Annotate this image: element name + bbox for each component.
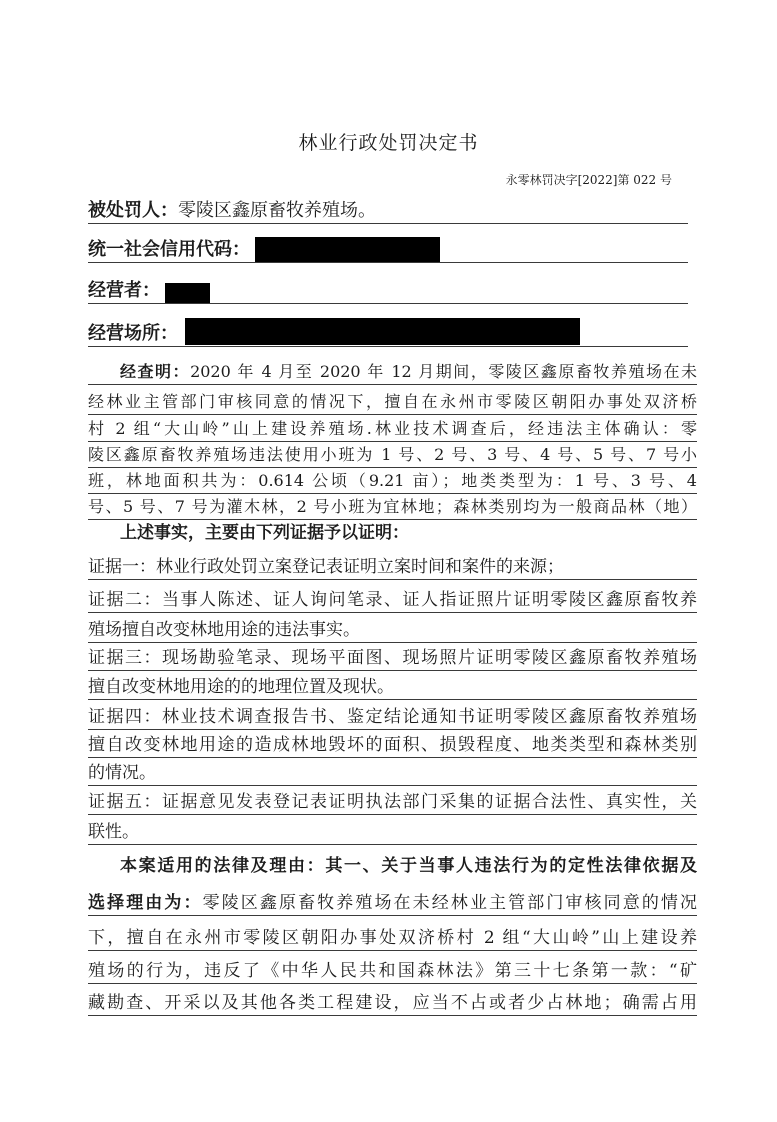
penalized-party-value: 零陵区鑫原畜牧养殖场。 [178,200,376,221]
findings-text: 2020 年 4 月至 2020 年 12 月期间，零陵区鑫原畜牧养殖场在未 [190,362,697,381]
penalized-party-label: 被处罚人： [88,200,178,221]
findings-line: 号、5 号、7 号为灌木林，2 号小班为宜林地；森林类别均为一般商品林（地） [88,494,697,520]
findings-line: 班，林地面积共为：0.614 公顷（9.21 亩）；地类类型为：1 号、3 号、4 [88,468,697,494]
legal-basis-heading: 本案适用的法律及理由：其一、关于当事人违法行为的定性法律依据及 [120,856,697,876]
evidence-line: 证据五：证据意见发表登记表证明执法部门采集的证据合法性、真实性，关 [88,789,697,815]
findings-label: 经查明： [120,362,191,381]
legal-basis-line: 藏勘查、开采以及其他各类工程建设，应当不占或者少占林地；确需占用 [88,990,697,1016]
legal-basis-line: 下，擅自在永州市零陵区朝阳办事处双济桥村 2 组“大山岭”山上建设养 [88,925,697,951]
document-title: 林业行政处罚决定书 [298,132,479,154]
findings-line: 陵区鑫原畜牧养殖场违法使用小班为 1 号、2 号、3 号、4 号、5 号、7 号小 [88,442,697,468]
operator-label: 经营者： [88,280,160,301]
evidence-line: 擅自改变林地用途的的地理位置及现状。 [88,674,697,700]
evidence-intro: 上述事实，主要由下列证据予以证明： [120,523,409,543]
document-number: 永零林罚决字[2022]第 022 号 [505,173,672,187]
credit-code-redaction [255,237,440,262]
legal-basis-text: 零陵区鑫原畜牧养殖场在未经林业主管部门审核同意的情况 [202,893,697,913]
premises-redaction [185,318,580,345]
evidence-line: 证据一：林业行政处罚立案登记表证明立案时间和案件的来源； [88,554,697,580]
findings-line: 经林业主管部门审核同意的情况下，擅自在永州市零陵区朝阳办事处双济桥 [88,389,697,415]
credit-code-label: 统一社会信用代码： [88,239,250,260]
evidence-line: 的情况。 [88,760,697,786]
premises-label: 经营场所： [88,323,178,344]
legal-basis-line [88,890,697,916]
findings-line: 村 2 组“大山岭”山上建设养殖场.林业技术调查后，经违法主体确认：零 [88,416,697,442]
legal-basis-line: 殖场的行为，违反了《中华人民共和国森林法》第三十七条第一款：“矿 [88,958,697,984]
evidence-line: 证据三：现场勘验笔录、现场平面图、现场照片证明零陵区鑫原畜牧养殖场 [88,645,697,671]
evidence-line: 证据四：林业技术调查报告书、鉴定结论通知书证明零陵区鑫原畜牧养殖场 [88,704,697,730]
penalized-party-row [88,199,688,224]
operator-redaction [165,283,210,303]
evidence-line: 殖场擅自改变林地用途的违法事实。 [88,617,697,643]
evidence-line: 擅自改变林地用途的造成林地毁坏的面积、损毁程度、地类类型和森林类别 [88,732,697,758]
legal-basis-label: 选择理由为： [88,893,203,913]
evidence-line: 联性。 [88,819,697,845]
findings-line [88,359,697,385]
evidence-line: 证据二：当事人陈述、证人询问笔录、证人指证照片证明零陵区鑫原畜牧养 [88,587,697,613]
